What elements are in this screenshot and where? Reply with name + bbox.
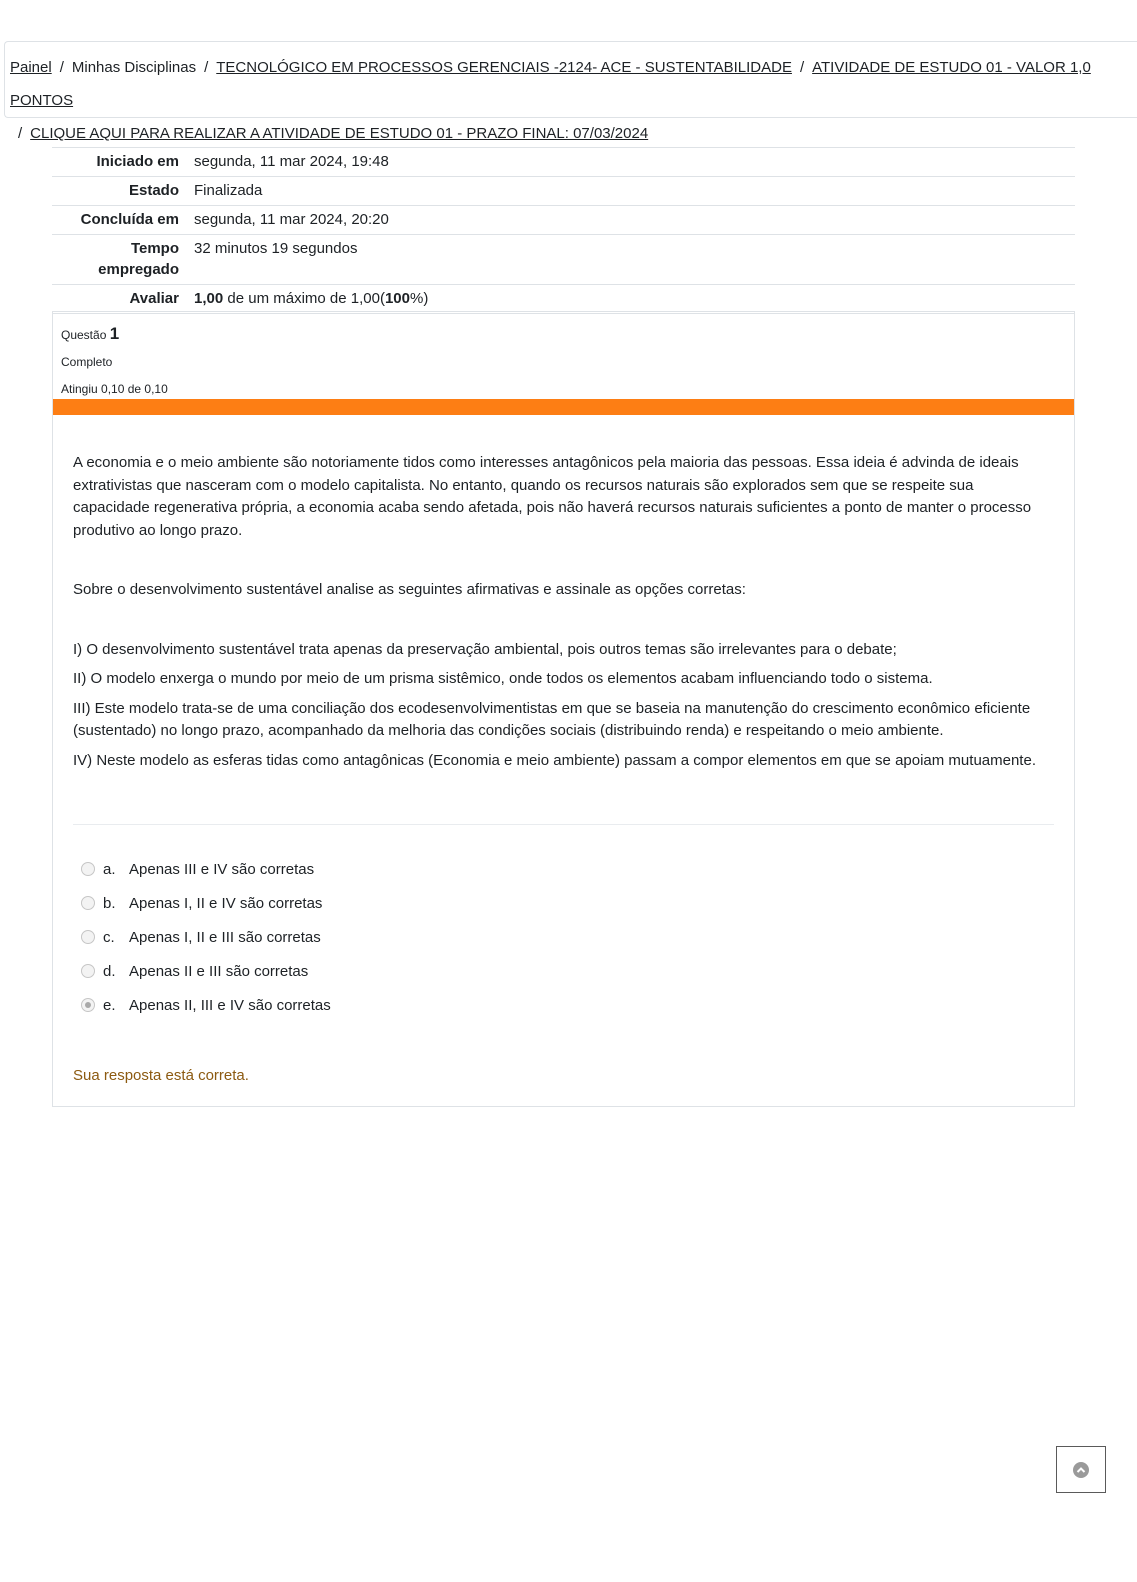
- option-text: Apenas II, III e IV são corretas: [129, 996, 331, 1014]
- grade-score: 1,00: [194, 290, 224, 307]
- attempt-summary-table: [52, 147, 1075, 314]
- breadcrumb: [4, 41, 1137, 142]
- chevron-up-circle-icon: [1073, 1462, 1089, 1478]
- summary-value: segunda, 11 mar 2024, 19:48: [194, 148, 1075, 177]
- question-number-value: 1: [109, 324, 120, 343]
- option-letter: b.: [103, 894, 116, 912]
- summary-row-started: [52, 148, 1075, 177]
- summary-label: Concluída em: [52, 206, 194, 235]
- breadcrumb-separator: /: [204, 59, 209, 76]
- grade-percent: 100: [384, 290, 410, 307]
- answer-options: [81, 852, 331, 1022]
- option-text: Apenas II e III são corretas: [129, 962, 309, 980]
- summary-label: Tempo empregado: [52, 235, 194, 285]
- option-letter: e.: [103, 996, 116, 1014]
- option-letter: d.: [103, 962, 116, 980]
- answer-option-b[interactable]: [81, 886, 331, 920]
- answer-option-c[interactable]: [81, 920, 331, 954]
- summary-value: segunda, 11 mar 2024, 20:20: [194, 206, 1075, 235]
- summary-label: Estado: [52, 177, 194, 206]
- question-state: Completo: [61, 355, 113, 369]
- breadcrumb-link-activity[interactable]: CLIQUE AQUI PARA REALIZAR A ATIVIDADE DE ESTUDO 01 - PRAZO FINAL: 07/03/2024: [30, 125, 649, 142]
- breadcrumb-separator: /: [799, 59, 805, 76]
- question-paragraph: A economia e o meio ambiente são notoriamente tidos como interesses antagônicos pela maioria das pessoas. Essa ideia é advinda de ideais extrativistas que nasceram com o modelo capitalista. No entanto, quando os recursos naturais são explorados sem que se respeite sua capacidade regenerativa própria, a economia acaba sendo afetada, pois não haverá recursos naturais suficientes a ponto de manter o processo produtivo ao longo prazo.: [73, 454, 1032, 539]
- question-text: [73, 452, 1053, 779]
- radio-button[interactable]: [81, 896, 95, 910]
- question-mark: Atingiu 0,10 de 0,10: [61, 382, 168, 396]
- option-text: Apenas I, II e IV são corretas: [129, 894, 323, 912]
- question-label: Questão: [61, 328, 107, 342]
- divider: [73, 824, 1054, 825]
- back-to-top-button[interactable]: [1056, 1446, 1106, 1493]
- breadcrumb-separator: /: [59, 59, 64, 76]
- summary-value: Finalizada: [194, 177, 1075, 206]
- question-card: [52, 311, 1075, 1107]
- breadcrumb-separator: /: [18, 125, 23, 142]
- statement-ii: II) O modelo enxerga o mundo por meio de um prisma sistêmico, onde todos os elementos acabam influenciando todo o sistema.: [73, 670, 933, 687]
- summary-row-state: [52, 177, 1075, 206]
- summary-row-grade: [52, 285, 1075, 314]
- answer-option-d[interactable]: [81, 954, 331, 988]
- question-info: [53, 312, 1074, 403]
- summary-row-time: [52, 235, 1075, 285]
- radio-button[interactable]: [81, 862, 95, 876]
- option-text: Apenas III e IV são corretas: [129, 860, 315, 878]
- answer-option-a[interactable]: [81, 852, 331, 886]
- grade-text: de um máximo de 1,00(: [223, 290, 385, 307]
- grade-text-end: %): [409, 290, 429, 307]
- breadcrumb-link-painel[interactable]: Painel: [10, 59, 52, 76]
- summary-label: Avaliar: [52, 285, 194, 314]
- summary-value: [194, 285, 1075, 314]
- answer-option-e[interactable]: [81, 988, 331, 1022]
- statement-i: I) O desenvolvimento sustentável trata apenas da preservação ambiental, pois outros temas são irrelevantes para o debate;: [73, 640, 897, 658]
- summary-row-completed: [52, 206, 1075, 235]
- option-letter: a.: [103, 860, 116, 878]
- summary-label: Iniciado em: [52, 148, 194, 177]
- radio-button-selected[interactable]: [81, 998, 95, 1012]
- statement-iv: IV) Neste modelo as esferas tidas como antagônicas (Economia e meio ambiente) passam a compor elementos em que se apoiam mutuamente.: [73, 751, 1036, 769]
- option-text: Apenas I, II e III são corretas: [129, 928, 321, 946]
- breadcrumb-item-minhas-disciplinas: Minhas Disciplinas: [71, 59, 197, 76]
- radio-button[interactable]: [81, 930, 95, 944]
- answer-feedback: Sua resposta está correta.: [73, 1067, 249, 1084]
- question-state-bar: [53, 399, 1074, 415]
- radio-button[interactable]: [81, 964, 95, 978]
- question-number: [61, 320, 1066, 349]
- option-letter: c.: [103, 928, 115, 946]
- summary-value: 32 minutos 19 segundos: [194, 235, 1075, 285]
- question-paragraph: Sobre o desenvolvimento sustentável analise as seguintes afirmativas e assinale as opções corretas:: [73, 581, 746, 598]
- statement-iii: III) Este modelo trata-se de uma conciliação dos ecodesenvolvimentistas em que se baseia na manutenção do crescimento econômico eficiente (sustentado) no longo prazo, acompanhado da melhoria das condições sociais (distribuindo renda) e respeitando o meio ambiente.: [73, 699, 1031, 739]
- breadcrumb-link-section[interactable]: ATIVIDADE DE ESTUDO 01 - VALOR 1,0 PONTOS: [10, 59, 1091, 109]
- breadcrumb-link-course[interactable]: TECNOLÓGICO EM PROCESSOS GERENCIAIS -2124- ACE - SUSTENTABILIDADE: [216, 59, 792, 76]
